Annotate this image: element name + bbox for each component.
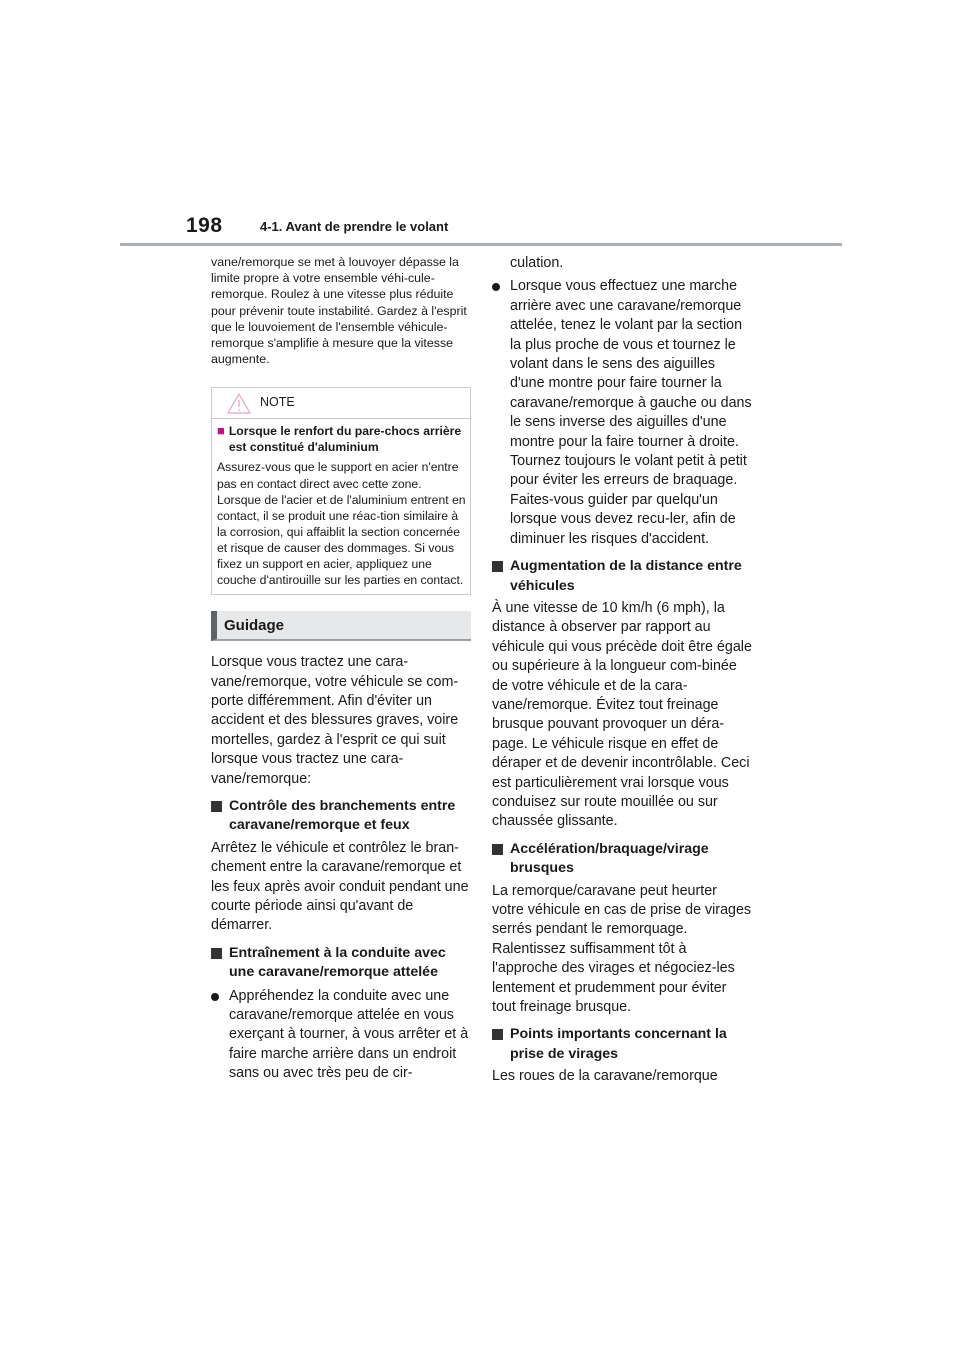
note-body: [212, 419, 470, 594]
note-paragraph-2: Lorsque de l'acier et de l'aluminium entrent en contact, il se produit une réac-tion similaire à la corrosion, qui affaiblit la section concernée et risque de causer des dommages. Si vous fixez un support en acier, appliquez une couche d'antirouille sur les parties en contact.: [217, 492, 466, 588]
continuation-text: culation.: [510, 255, 564, 271]
heading-text: Accélération/braquage/virage brusques: [510, 840, 709, 877]
guidage-paragraph: Lorsque vous tractez une cara-vane/remorque, votre véhicule se com-porte différemment. Afin d'éviter un accident et des blessures graves, voire mortelles, gardez à l'esprit ce qui suit lorsque vous tractez une cara-vane/remorque:: [211, 654, 459, 787]
square-bullet-icon: [492, 844, 503, 855]
heading-text: Augmentation de la distance entre véhicules: [510, 558, 742, 594]
magenta-square-icon: ■: [217, 423, 225, 439]
page-number: 198: [186, 214, 223, 237]
note-subheading: [217, 423, 466, 455]
square-bullet-icon: [211, 948, 222, 959]
note-paragraph-1: Assurez-vous que le support en acier n'entre pas en contact direct avec cette zone.: [217, 460, 459, 491]
note-box: [211, 387, 471, 595]
right-column: [492, 254, 752, 1087]
heading-entrainement: [211, 944, 471, 983]
note-header: [212, 388, 470, 419]
heading-text: Points importants concernant la prise de virages: [510, 1026, 727, 1062]
heading-text: Entraînement à la conduite avec une caravane/remorque attelée: [229, 944, 446, 981]
paragraph-acceleration: La remorque/caravane peut heurter votre véhicule en cas de prise de virages serrés pendant le remorquage. Ralentissez suffisamment tôt à l'approche des virages et négociez-les lentement et prudemment pour éviter tout freinage brusque.: [492, 882, 752, 1016]
left-column: [211, 254, 471, 1084]
bullet-entrainement: [211, 987, 471, 1084]
note-title: NOTE: [260, 395, 295, 410]
bullet-dot-icon: [492, 283, 500, 291]
guidage-title: Guidage: [224, 616, 285, 634]
warning-triangle-icon: [226, 392, 252, 415]
note-subheading-text: Lorsque le renfort du pare-chocs arrière est constitué d'aluminium: [228, 424, 462, 455]
heading-acceleration: [492, 840, 752, 879]
square-bullet-icon: [492, 561, 503, 572]
paragraph-virages: Les roues de la caravane/remorque: [492, 1068, 718, 1085]
heading-text: Contrôle des branchements entre caravane/remorque et feux: [229, 798, 456, 834]
guidage-heading: [211, 611, 471, 641]
square-bullet-icon: [492, 1029, 503, 1040]
heading-virages: [492, 1025, 752, 1064]
heading-branchements: [211, 797, 471, 836]
heading-distance: [492, 557, 752, 596]
bullet-dot-icon: [211, 993, 219, 1001]
paragraph-branchements: Arrêtez le véhicule et contrôlez le bran-chement entre la caravane/remorque et les feux après avoir conduit pendant une courte période ainsi qu'avant de démarrer.: [211, 839, 469, 934]
bullet-marche-arriere: [492, 277, 752, 549]
bullet-text: Appréhendez la conduite avec une caravane/remorque attelée en vous exerçant à tourner, à vous arrêter et à faire marche arrière dans un endroit sans ou avec très peu de cir-: [229, 987, 469, 1082]
section-title: 4-1. Avant de prendre le volant: [260, 219, 449, 234]
bullet-text: Lorsque vous effectuez une marche arrière avec une caravane/remorque attelée, tenez le volant par la section la plus proche de vous et tournez le volant dans le sens des aiguilles d'une montre pour faire tourner la caravane/remorque à gauche ou dans le sens inverse des aiguilles d'une montre pour la faire tourner à droite. Tournez toujours le volant petit à petit pour éviter les erreurs de braquage. Faites-vous guider par quelqu'un lorsque vous devez recu-ler, afin de diminuer les risques d'accident.: [510, 278, 752, 547]
intro-paragraph: vane/remorque se met à louvoyer dépasse la limite propre à votre ensemble véhi-cule-remorque. Roulez à une vitesse plus réduite pour prévenir toute instabilité. Gardez à l'esprit que le louvoiement de l'ensemble véhicule-remorque s'amplifie à mesure que la vitesse augmente.: [211, 255, 467, 367]
header-rule: [120, 243, 842, 246]
square-bullet-icon: [211, 801, 222, 812]
paragraph-distance: À une vitesse de 10 km/h (6 mph), la distance à observer par rapport au véhicule qui vous précède doit être égale ou supérieure à la longueur com-binée de votre véhicule et de la cara-vane/remorque. Évitez tout freinage brusque pouvant provoquer un déra-page. Le véhicule risque en effet de déraper et de devenir incontrôlable. Ceci est particulièrement vrai lorsque vous conduisez sur route mouillée ou sur chaussée glissante.: [492, 599, 752, 830]
